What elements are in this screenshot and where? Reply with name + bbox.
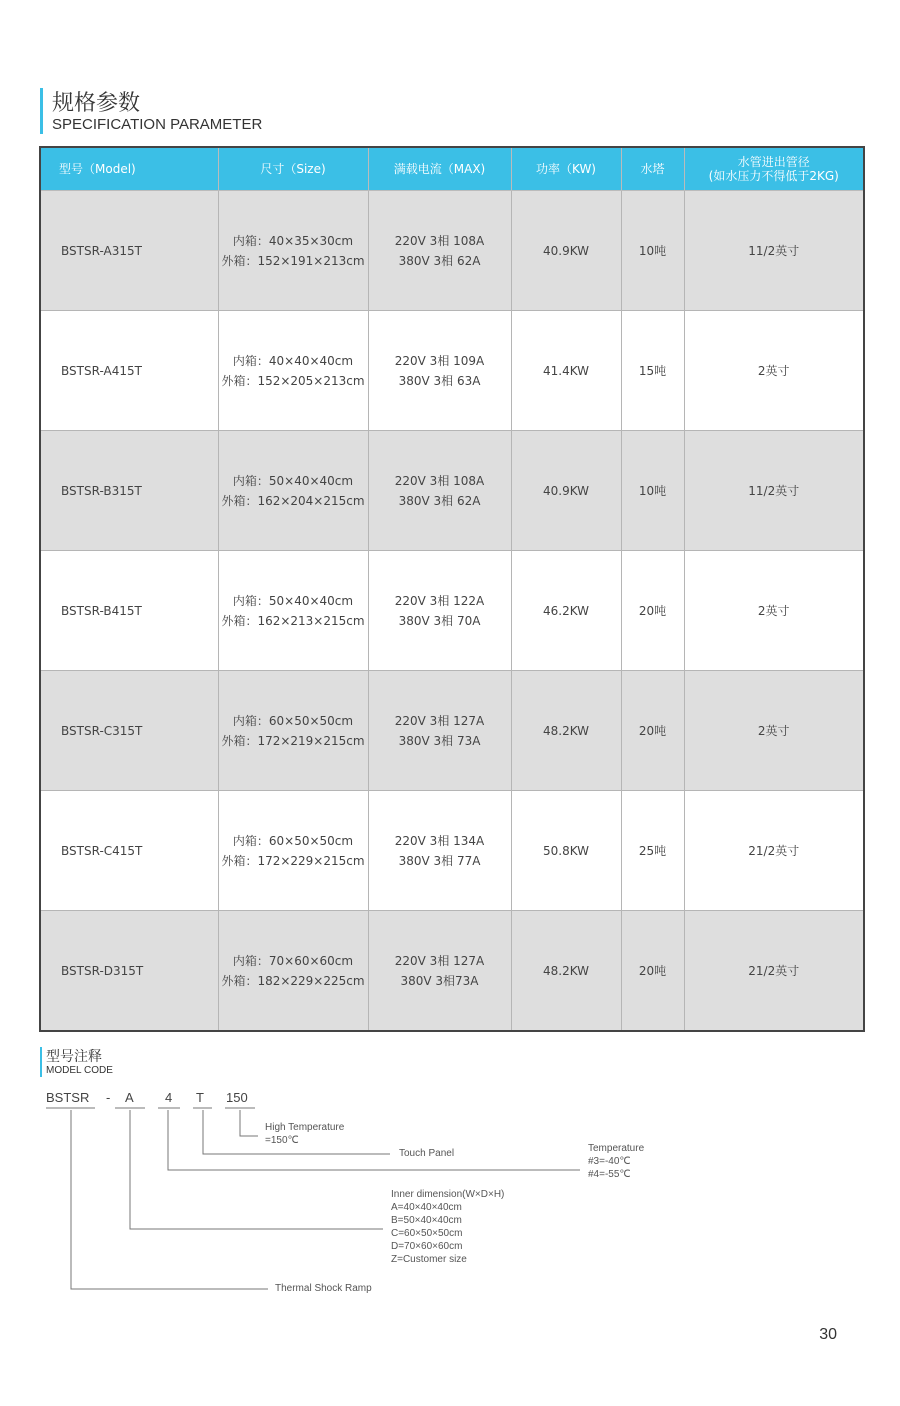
label-inner-dimension [391,1188,504,1266]
cell-model: BSTSR-D315T [40,911,218,1032]
cell-model: BSTSR-B315T [40,431,218,551]
cell-current-380: 380V 3相 77A [398,853,481,868]
cell-current-380: 380V 3相 73A [398,733,481,748]
cell-current-380: 380V 3相 70A [398,613,481,628]
cell-power: 48.2KW [511,911,621,1032]
cell-inner-size: 内箱：70×60×60cm [232,953,354,968]
col-header-pipe-line2: (如水压力不得低于2KG) [708,169,839,183]
cell-current-220: 220V 3相 127A [394,953,485,968]
cell-tower: 20吨 [621,911,684,1032]
cell-pipe: 2英寸 [684,671,864,791]
code-part-temp: 4 [165,1090,173,1105]
cell-tower: 25吨 [621,791,684,911]
cell-inner-size: 内箱：50×40×40cm [232,473,354,488]
code-part-dash: - [106,1090,111,1105]
code-part-touch: T [196,1090,204,1105]
label-thermal-shock-ramp: Thermal Shock Ramp [275,1283,372,1294]
label-temperature [588,1142,644,1181]
cell-power: 40.9KW [511,191,621,311]
cell-outer-size: 外箱：182×229×225cm [221,973,365,988]
cell-tower: 15吨 [621,311,684,431]
label-high-temperature-title: High Temperature [265,1122,345,1133]
cell-pipe: 2英寸 [684,311,864,431]
cell-current-220: 220V 3相 108A [394,473,485,488]
label-temperature-opt3: #3=-40℃ [588,1156,631,1167]
col-header-pipe-line1: 水管进出管径 [737,155,810,169]
cell-power: 50.8KW [511,791,621,911]
code-part-size: A [125,1090,134,1105]
cell-outer-size: 外箱：172×229×215cm [221,853,365,868]
col-header-size: 尺寸（Size) [218,147,368,191]
cell-outer-size: 外箱：152×191×213cm [221,253,365,268]
label-inner-dimension-c: C=60×50×50cm [391,1228,463,1239]
cell-inner-size: 内箱：60×50×50cm [232,713,354,728]
col-header-model: 型号（Model) [40,147,218,191]
col-header-current: 满载电流（MAX) [368,147,511,191]
cell-current-220: 220V 3相 134A [394,833,485,848]
code-part-series: BSTSR [46,1090,90,1105]
cell-outer-size: 外箱：172×219×215cm [221,733,365,748]
cell-current-380: 380V 3相 63A [398,373,481,388]
label-inner-dimension-z: Z=Customer size [391,1254,467,1265]
cell-pipe: 11/2英寸 [684,191,864,311]
cell-power: 48.2KW [511,671,621,791]
model-code-title-cn: 型号注释 [46,1049,102,1065]
cell-outer-size: 外箱：162×213×215cm [221,613,365,628]
label-inner-dimension-d: D=70×60×60cm [391,1241,463,1252]
cell-tower: 20吨 [621,551,684,671]
cell-current-380: 380V 3相 62A [398,493,481,508]
section-title-cn: 规格参数 [52,91,141,116]
cell-inner-size: 内箱：60×50×50cm [232,833,354,848]
cell-tower: 10吨 [621,191,684,311]
label-touch-panel: Touch Panel [399,1148,455,1159]
cell-pipe: 21/2英寸 [684,911,864,1032]
cell-model: BSTSR-B415T [40,551,218,671]
col-header-tower: 水塔 [621,147,684,191]
cell-model: BSTSR-C315T [40,671,218,791]
cell-power: 46.2KW [511,551,621,671]
cell-current-220: 220V 3相 127A [394,713,485,728]
cell-model: BSTSR-A415T [40,311,218,431]
model-code-title-en: MODEL CODE [46,1065,113,1076]
cell-current-220: 220V 3相 122A [394,593,485,608]
cell-pipe: 2英寸 [684,551,864,671]
label-high-temperature-value: =150℃ [265,1135,299,1146]
cell-pipe: 21/2英寸 [684,791,864,911]
label-inner-dimension-title: Inner dimension(W×D×H) [391,1189,505,1200]
cell-current-220: 220V 3相 108A [394,233,485,248]
cell-power: 40.9KW [511,431,621,551]
cell-tower: 20吨 [621,671,684,791]
cell-inner-size: 内箱：40×35×30cm [232,233,354,248]
page-number: 30 [819,1326,837,1343]
cell-model: BSTSR-C415T [40,791,218,911]
label-inner-dimension-b: B=50×40×40cm [391,1215,462,1226]
cell-outer-size: 外箱：162×204×215cm [221,493,365,508]
cell-tower: 10吨 [621,431,684,551]
section-title-en: SPECIFICATION PARAMETER [52,116,263,133]
label-inner-dimension-a: A=40×40×40cm [391,1202,462,1213]
cell-model: BSTSR-A315T [40,191,218,311]
label-temperature-title: Temperature [588,1143,645,1154]
cell-pipe: 11/2英寸 [684,431,864,551]
cell-power: 41.4KW [511,311,621,431]
cell-inner-size: 内箱：50×40×40cm [232,593,354,608]
code-part-high-temp: 150 [226,1090,248,1105]
cell-current-380: 380V 3相 62A [398,253,481,268]
cell-current-380: 380V 3相73A [400,973,479,988]
label-temperature-opt4: #4=-55℃ [588,1169,631,1180]
col-header-power: 功率（KW) [511,147,621,191]
cell-current-220: 220V 3相 109A [394,353,485,368]
cell-outer-size: 外箱：152×205×213cm [221,373,365,388]
cell-inner-size: 内箱：40×40×40cm [232,353,354,368]
label-high-temperature [265,1121,344,1147]
